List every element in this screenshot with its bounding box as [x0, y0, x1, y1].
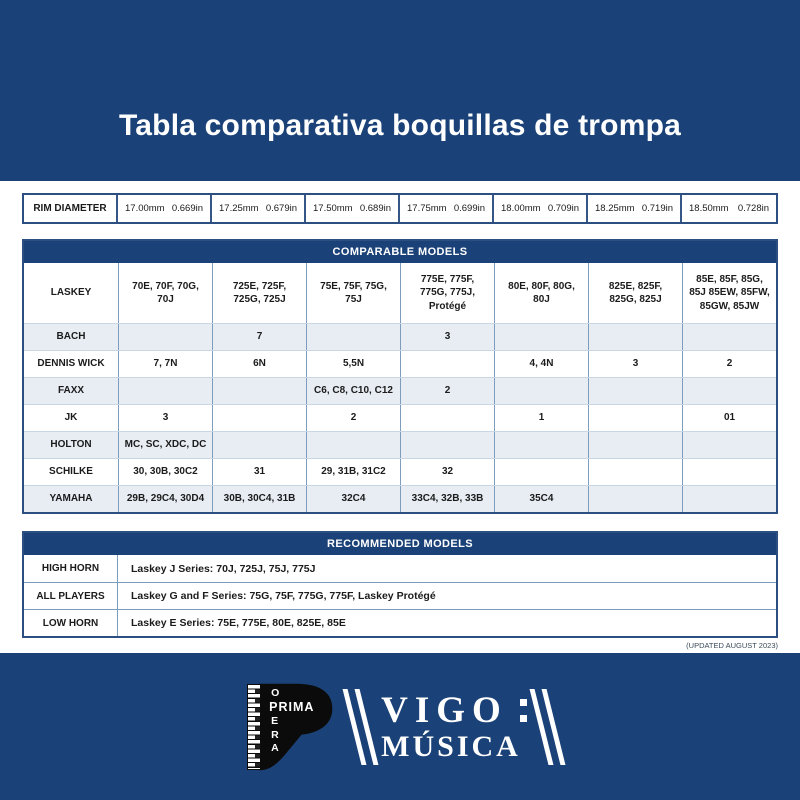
rim-mm-value: 17.50mm	[313, 203, 353, 214]
content-area	[0, 181, 800, 653]
brand-cell: HOLTON	[50, 439, 92, 451]
vigo-musica-logo	[244, 682, 556, 772]
vigo-line	[381, 689, 527, 731]
model-cell: 3	[400, 324, 494, 350]
model-cell: 30, 30B, 30C2	[118, 459, 212, 485]
logo-opera-letter: O	[271, 687, 280, 699]
model-cell: 3	[588, 351, 682, 377]
model-cell	[494, 378, 588, 404]
right-slash-bars-icon	[539, 689, 556, 765]
model-cell: 85E, 85F, 85G, 85J 85EW, 85FW, 85GW, 85JW	[682, 263, 776, 323]
model-cell: 75E, 75F, 75G, 75J	[306, 263, 400, 323]
model-cell	[118, 324, 212, 350]
model-cell: 32	[400, 459, 494, 485]
model-cell	[306, 324, 400, 350]
model-cell	[494, 459, 588, 485]
prima-opera-logo	[244, 682, 340, 772]
model-cell	[588, 324, 682, 350]
rim-diameter-values	[118, 195, 776, 222]
model-cell	[682, 432, 776, 458]
model-cell: 6N	[212, 351, 306, 377]
comparable-row-faxx	[24, 377, 776, 404]
recommended-row-low-horn	[24, 609, 776, 636]
model-cell	[588, 486, 682, 512]
model-cell: 725E, 725F, 725G, 725J	[212, 263, 306, 323]
logo-musica-text: MÚSICA	[381, 729, 521, 763]
rim-diameter-cell	[682, 195, 776, 222]
model-cell	[682, 459, 776, 485]
recommended-label-cell: HIGH HORN	[24, 555, 118, 582]
model-cell	[682, 378, 776, 404]
recommended-models-table	[22, 531, 778, 638]
comparable-models-table	[22, 239, 778, 514]
model-cell: 7, 7N	[118, 351, 212, 377]
piano-keyboard-icon	[247, 684, 261, 770]
prima-opera-wordmark	[269, 687, 314, 756]
comparable-row-yamaha	[24, 485, 776, 512]
rim-in-value: 0.679in	[265, 203, 297, 214]
model-cell	[682, 486, 776, 512]
brand-cell: SCHILKE	[49, 466, 93, 478]
model-cell	[212, 405, 306, 431]
brand-cell: YAMAHA	[49, 493, 93, 505]
recommended-row-high-horn	[24, 555, 776, 582]
rim-mm-value: 18.50mm	[689, 203, 729, 214]
brand-cell: BACH	[56, 331, 86, 343]
model-cell: 2	[400, 378, 494, 404]
repeat-dots-icon	[520, 699, 527, 722]
model-cell: 31	[212, 459, 306, 485]
recommended-models-body	[24, 555, 776, 636]
rim-diameter-label: RIM DIAMETER	[24, 195, 118, 222]
recommended-models-header: RECOMMENDED MODELS	[24, 533, 776, 555]
recommended-value-cell: Laskey G and F Series: 75G, 75F, 775G, 775F, Laskey Protégé	[131, 590, 436, 602]
model-cell: 3	[118, 405, 212, 431]
rim-mm-value: 17.75mm	[407, 203, 447, 214]
comparable-row-dennis-wick	[24, 350, 776, 377]
model-cell: 7	[212, 324, 306, 350]
model-cell: 35C4	[494, 486, 588, 512]
comparable-row-bach	[24, 323, 776, 350]
rim-in-value: 0.728in	[737, 203, 769, 214]
comparable-row-schilke	[24, 458, 776, 485]
brand-cell: DENNIS WICK	[37, 358, 105, 370]
rim-diameter-table	[22, 193, 778, 224]
rim-in-value: 0.699in	[453, 203, 485, 214]
rim-in-value: 0.709in	[547, 203, 579, 214]
page-title: Tabla comparativa boquillas de trompa	[119, 109, 681, 142]
comparable-row-jk	[24, 404, 776, 431]
model-cell	[588, 432, 682, 458]
recommended-row-all-players	[24, 582, 776, 609]
comparable-models-body	[24, 263, 776, 512]
rim-diameter-cell	[588, 195, 682, 222]
logo-opera-letter: R	[271, 728, 279, 741]
brand-cell: LASKEY	[50, 287, 92, 299]
model-cell	[494, 432, 588, 458]
logo-vigo-text: VIGO	[381, 689, 508, 731]
rim-mm-value: 18.25mm	[595, 203, 635, 214]
model-cell: 1	[494, 405, 588, 431]
model-cell	[118, 378, 212, 404]
recommended-label-cell: LOW HORN	[24, 610, 118, 636]
rim-diameter-cell	[306, 195, 400, 222]
model-cell: 775E, 775F, 775G, 775J, Protégé	[400, 263, 494, 323]
model-cell: 4, 4N	[494, 351, 588, 377]
model-cell: 2	[306, 405, 400, 431]
model-cell: 80E, 80F, 80G, 80J	[494, 263, 588, 323]
brand-cell: FAXX	[57, 385, 85, 397]
model-cell	[588, 405, 682, 431]
model-cell	[306, 432, 400, 458]
comparable-row-laskey	[24, 263, 776, 323]
recommended-label-cell: ALL PLAYERS	[24, 583, 118, 609]
model-cell: 32C4	[306, 486, 400, 512]
rim-diameter-cell	[400, 195, 494, 222]
rim-in-value: 0.719in	[641, 203, 673, 214]
rim-in-value: 0.689in	[359, 203, 391, 214]
model-cell	[212, 378, 306, 404]
model-cell: MC, SC, XDC, DC	[118, 432, 212, 458]
header-banner	[0, 0, 800, 181]
rim-diameter-cell	[118, 195, 212, 222]
vigo-musica-wordmark	[381, 689, 527, 763]
rim-diameter-cell	[494, 195, 588, 222]
model-cell: 5,5N	[306, 351, 400, 377]
model-cell	[588, 378, 682, 404]
rim-in-value: 0.669in	[171, 203, 203, 214]
model-cell: 2	[682, 351, 776, 377]
model-cell	[494, 324, 588, 350]
logo-prima-text: PRIMA	[269, 700, 315, 714]
footer-banner	[0, 653, 800, 800]
model-cell	[400, 351, 494, 377]
recommended-value-cell: Laskey E Series: 75E, 775E, 80E, 825E, 85E	[131, 617, 346, 629]
model-cell: 825E, 825F, 825G, 825J	[588, 263, 682, 323]
model-cell: C6, C8, C10, C12	[306, 378, 400, 404]
logo-opera-letter: A	[271, 742, 279, 754]
rim-mm-value: 17.00mm	[125, 203, 165, 214]
model-cell: 29, 31B, 31C2	[306, 459, 400, 485]
logo-opera-letter: E	[271, 715, 279, 727]
model-cell: 29B, 29C4, 30D4	[118, 486, 212, 512]
left-slash-bars-icon	[352, 689, 369, 765]
rim-mm-value: 18.00mm	[501, 203, 541, 214]
comparable-row-holton	[24, 431, 776, 458]
model-cell	[212, 432, 306, 458]
model-cell: 70E, 70F, 70G, 70J	[118, 263, 212, 323]
rim-diameter-cell	[212, 195, 306, 222]
model-cell: 01	[682, 405, 776, 431]
model-cell: 30B, 30C4, 31B	[212, 486, 306, 512]
model-cell	[588, 459, 682, 485]
updated-note: (UPDATED AUGUST 2023)	[686, 641, 778, 650]
comparable-models-header: COMPARABLE MODELS	[24, 241, 776, 263]
model-cell	[400, 405, 494, 431]
brand-cell: JK	[64, 412, 78, 424]
rim-mm-value: 17.25mm	[219, 203, 259, 214]
model-cell	[682, 324, 776, 350]
recommended-value-cell: Laskey J Series: 70J, 725J, 75J, 775J	[131, 562, 316, 575]
model-cell: 33C4, 32B, 33B	[400, 486, 494, 512]
model-cell	[400, 432, 494, 458]
